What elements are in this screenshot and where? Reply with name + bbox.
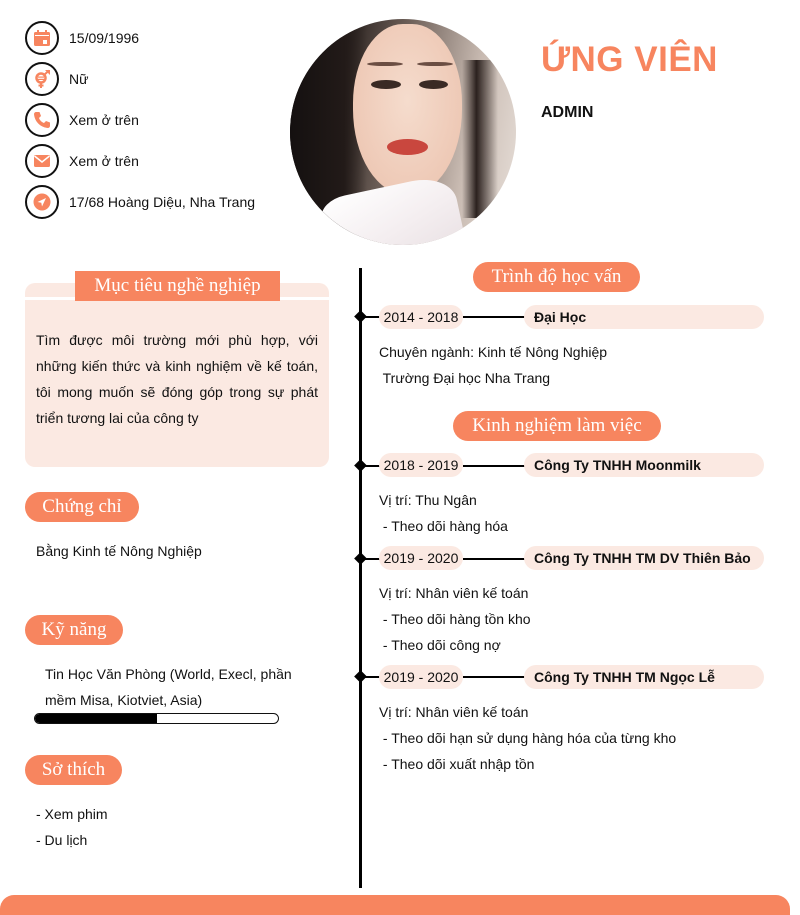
skill-level-fill bbox=[35, 714, 157, 723]
experience-detail: - Theo dõi xuất nhập tồn bbox=[379, 756, 535, 772]
candidate-name: ỨNG VIÊN bbox=[541, 40, 718, 79]
experience-period: 2018 - 2019 bbox=[379, 453, 463, 477]
education-period: 2014 - 2018 bbox=[379, 305, 463, 329]
experience-period: 2019 - 2020 bbox=[379, 665, 463, 689]
education-heading: Trình độ học vấn bbox=[473, 262, 640, 292]
experience-detail: - Theo dõi hạn sử dụng hàng hóa của từng kho bbox=[379, 730, 677, 746]
timeline-connector bbox=[463, 316, 525, 318]
hobby-item: - Du lịch bbox=[36, 832, 88, 848]
gender-text: Nữ bbox=[69, 71, 89, 87]
timeline-connector bbox=[361, 676, 381, 678]
contact-address bbox=[25, 185, 255, 219]
certificate-item: Bằng Kinh tế Nông Nghiệp bbox=[36, 543, 202, 559]
phone-text: Xem ở trên bbox=[69, 112, 139, 128]
experience-detail: Vị trí: Nhân viên kế toán bbox=[379, 585, 529, 601]
experience-company: Công Ty TNHH TM DV Thiên Bảo bbox=[524, 546, 764, 570]
email-text: Xem ở trên bbox=[69, 153, 139, 169]
timeline-connector bbox=[463, 676, 525, 678]
calendar-icon bbox=[25, 21, 59, 55]
timeline-connector bbox=[463, 465, 525, 467]
experience-detail: - Theo dõi công nợ bbox=[379, 637, 501, 653]
address-text: 17/68 Hoàng Diệu, Nha Trang bbox=[69, 194, 256, 210]
timeline-connector bbox=[361, 465, 381, 467]
hobby-item: - Xem phim bbox=[36, 806, 108, 822]
experience-company: Công Ty TNHH Moonmilk bbox=[524, 453, 764, 477]
timeline-connector bbox=[361, 316, 381, 318]
education-detail: Trường Đại học Nha Trang bbox=[379, 370, 551, 386]
timeline-connector bbox=[361, 558, 381, 560]
birthdate-text: 15/09/1996 bbox=[69, 30, 140, 46]
email-icon bbox=[25, 144, 59, 178]
avatar bbox=[290, 19, 516, 245]
experience-period: 2019 - 2020 bbox=[379, 546, 463, 570]
hobbies-heading: Sở thích bbox=[25, 755, 122, 785]
experience-company: Công Ty TNHH TM Ngọc Lễ bbox=[524, 665, 764, 689]
objective-heading: Mục tiêu nghề nghiệp bbox=[75, 271, 280, 301]
experience-detail: - Theo dõi hàng tồn kho bbox=[379, 611, 531, 627]
contact-phone bbox=[25, 103, 139, 137]
certificates-heading: Chứng chỉ bbox=[25, 492, 139, 522]
gender-icon bbox=[25, 62, 59, 96]
experience-heading: Kinh nghiệm làm việc bbox=[453, 411, 661, 441]
candidate-role: ADMIN bbox=[541, 104, 594, 121]
timeline-connector bbox=[463, 558, 525, 560]
contact-email bbox=[25, 144, 139, 178]
education-detail: Chuyên ngành: Kinh tế Nông Nghiệp bbox=[379, 344, 608, 360]
skill-level-bar bbox=[34, 713, 279, 724]
contact-birthdate bbox=[25, 21, 139, 55]
education-title: Đại Học bbox=[524, 305, 764, 329]
skills-heading: Kỹ năng bbox=[25, 615, 123, 645]
experience-detail: Vị trí: Nhân viên kế toán bbox=[379, 704, 529, 720]
experience-detail: - Theo dõi hàng hóa bbox=[379, 518, 508, 534]
footer-bar bbox=[0, 895, 790, 915]
contact-gender bbox=[25, 62, 88, 96]
experience-detail: Vị trí: Thu Ngân bbox=[379, 492, 477, 508]
objective-text: Tìm được môi trường mới phù hợp, với những kiến thức và kinh nghiệm về kế toán, tôi mong muốn sẽ đóng góp trong sự phát triển tương lai của công ty bbox=[36, 332, 318, 426]
phone-icon bbox=[25, 103, 59, 137]
location-icon bbox=[25, 185, 59, 219]
timeline-line bbox=[359, 268, 362, 888]
skill-name: Tin Học Văn Phòng (World, Execl, phần mềm Misa, Kiotviet, Asia) bbox=[45, 666, 292, 708]
